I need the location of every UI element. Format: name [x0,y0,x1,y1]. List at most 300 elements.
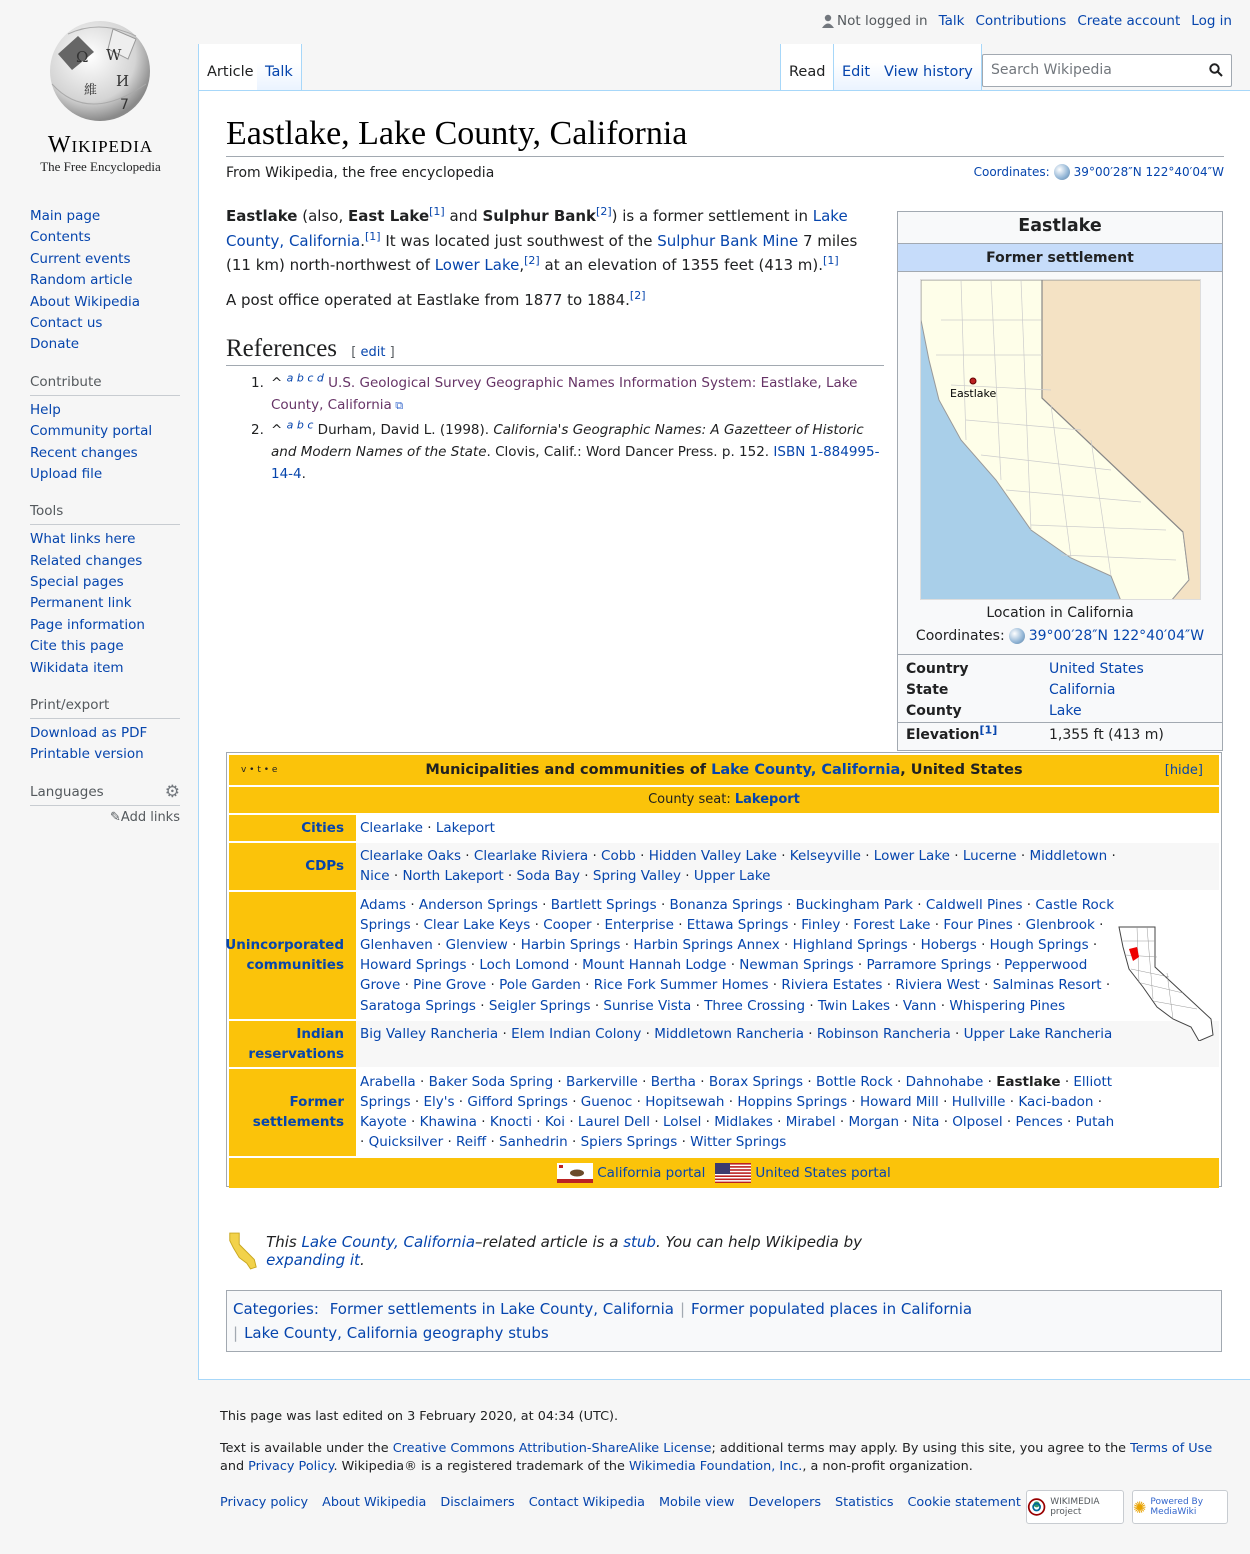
footer-link[interactable]: About Wikipedia [322,1495,427,1510]
gnis-link[interactable]: U.S. Geological Survey Geographic Names Information System: Eastlake, Lake County, California [271,375,858,413]
navbox-link[interactable]: Three Crossing [704,997,806,1014]
navbox-link[interactable]: Pine Grove [413,977,487,994]
navbox-link[interactable]: Borax Springs [708,1073,804,1090]
separator: · [635,848,649,865]
sidebar-item[interactable]: Cite this page [30,638,124,655]
navbox-link[interactable]: Highland Springs [792,937,908,954]
navbox-link[interactable]: Cobb [601,848,636,865]
separator: · [1062,1114,1076,1131]
navbox-link[interactable]: Finley [801,916,841,933]
navbox-group-label[interactable]: CDPs [229,843,356,889]
separator: · [782,896,796,913]
sidebar-item[interactable]: What links here [30,531,136,548]
us-portal-link[interactable]: United States portal [755,1164,891,1181]
separator: · [847,1094,860,1111]
navbox-link[interactable]: Four Pines [943,916,1013,933]
coords-link[interactable]: 39°00′28″N 122°40′04″W [1028,628,1205,644]
navbox-link[interactable]: Reiff [456,1134,487,1151]
navbox-link[interactable]: Howard Springs [360,957,467,974]
navbox-link[interactable]: Kayote [360,1114,407,1131]
bold-name: Eastlake [226,207,298,225]
separator: · [553,1073,567,1090]
user-status [822,13,928,29]
log-in-link[interactable]: Log in [1191,13,1232,29]
california-portal-link[interactable]: California portal [597,1164,706,1181]
navbox-link[interactable]: Hidden Valley Lake [648,848,777,865]
navbox-link[interactable]: Bartlett Springs [550,896,657,913]
navbox-link[interactable]: Mirabel [785,1114,836,1131]
navbox-list-items [360,1072,1116,1153]
tagline: The Free Encyclopedia [40,159,161,174]
navbox-link[interactable]: Riviera West [895,977,980,994]
mediawiki-badge[interactable] [1132,1490,1228,1524]
navbox-link[interactable]: Salminas Resort [992,977,1102,994]
separator: · [912,896,926,913]
tab-talk[interactable] [257,44,302,91]
footer-link[interactable]: Developers [748,1495,821,1510]
navbox-link[interactable]: Middletown Rancheria [654,1025,805,1042]
navbox-group-label[interactable]: Cities [229,815,356,841]
navbox-link[interactable]: Clearlake [360,820,423,836]
separator: · [406,1114,420,1131]
separator: · [415,1073,429,1090]
navbox-link[interactable]: Adams [360,896,407,913]
sidebar-item[interactable]: About Wikipedia [30,293,141,310]
globe-icon[interactable] [1009,628,1025,644]
separator: · [860,848,874,865]
navbox-link[interactable]: Witter Springs [690,1134,787,1151]
backlinks[interactable]: a b c [286,418,314,432]
mediawiki-logo-icon: ✺ [1133,1497,1147,1517]
navbox-group-label[interactable]: Former settlements [229,1069,356,1156]
elevation-value: 1,355 ft (413 m) [1049,727,1164,743]
navbox-link[interactable]: Arabella [360,1073,416,1090]
sidebar-item[interactable]: Related changes [30,552,143,569]
navbox-link[interactable]: Robinson Rancheria [816,1025,951,1042]
location-map[interactable] [920,279,1201,600]
coords-link[interactable]: 39°00′28″N 122°40′04″W [1073,165,1224,179]
portal-bar [229,1158,1219,1188]
navbox-link[interactable]: Hopitsewah [645,1094,725,1111]
ref-rest: . Clovis, Calif.: Word Dancer Press. p. 152. [486,444,774,460]
hide-toggle[interactable]: [hide] [1164,762,1203,778]
ref-link[interactable]: [1] [364,229,381,243]
separator: · [1016,848,1030,865]
navbox-link[interactable]: Newman Springs [739,957,854,974]
site-subtitle: From Wikipedia, the free encyclopedia [226,165,495,181]
stub-link[interactable]: stub [623,1233,656,1251]
separator: · [567,1134,581,1151]
navbox-link[interactable]: North Lakeport [402,868,504,885]
contributions-link[interactable]: Contributions [975,13,1067,29]
ref-link[interactable]: [2] [524,254,540,267]
navbox-group-label[interactable]: Indian reservations [229,1021,356,1067]
navbox-list-items [360,846,1116,886]
globe-icon [28,14,173,124]
separator: · [853,957,867,974]
tab-history-label: View history [884,64,973,80]
infobox-row [898,701,1222,723]
navbox-link[interactable]: Pences [1015,1114,1063,1131]
tab-edit-label: Edit [842,64,871,80]
reference-item [251,418,881,485]
california-portal[interactable] [557,1163,705,1183]
talk-link[interactable]: Talk [938,13,965,29]
navbox-link[interactable]: Barkerville [566,1073,638,1090]
navbox-link[interactable]: Ettawa Springs [686,916,789,933]
state-link[interactable]: California [1049,682,1116,698]
sidebar-item[interactable]: Upload file [30,465,103,482]
separator: · [1005,1094,1019,1111]
separator: · [930,916,944,933]
navbox-link[interactable]: Nita [911,1114,940,1131]
foundation-link[interactable]: Wikimedia Foundation, Inc. [628,1459,803,1474]
sidebar-item[interactable]: Main page [30,208,101,224]
sidebar-item[interactable]: Donate [30,336,80,353]
license-text [220,1440,1230,1476]
navbox-link[interactable]: Elliott Springs [360,1073,1113,1111]
separator: · [1060,1073,1074,1090]
infobox-row [898,723,1222,751]
navbox-link[interactable]: Glenbrook [1025,916,1095,933]
navbox-link[interactable]: Pepperwood Grove [360,957,1088,994]
navbox-link[interactable]: Morgan [848,1114,900,1131]
sidebar-item[interactable]: Community portal [30,423,153,440]
footer-badges [1026,1490,1228,1524]
navbox-link[interactable]: Baker Soda Spring [428,1073,554,1090]
vte-links[interactable]: v • t • e [241,765,278,775]
footer-link[interactable]: Disclaimers [440,1495,515,1510]
last-edited: This page was last edited on 3 February 2020, at 04:34 (UTC). [220,1409,619,1424]
separator: · [591,916,605,933]
separator: · [650,1114,663,1131]
nav-contribute [30,400,180,486]
gear-icon[interactable]: ⚙ [164,782,180,803]
text: at an elevation of 1355 feet (413 m). [539,256,824,274]
navbox-list [356,1021,1219,1067]
navbox-link[interactable]: Harbin Springs [520,937,621,954]
separator: · [1093,1094,1103,1111]
separator: · [432,937,446,954]
separator: · [503,868,517,885]
separator: · [936,997,950,1014]
text: A post office operated at Eastlake from 1877 to 1884. [226,291,630,309]
navbox-link[interactable]: Middletown [1029,848,1108,865]
ref-link[interactable]: [1] [429,205,445,218]
text: ) is a former settlement in [611,207,813,225]
text: , a non-profit organization. [802,1459,973,1474]
contribute-header: Contribute [30,374,180,396]
separator: · [632,1094,646,1111]
ref-author: Durham, David L. (1998). [317,422,494,438]
state-label: State [906,682,949,698]
sidebar-item[interactable]: Wikidata item [30,659,124,676]
navbox-link[interactable]: Lakeport [435,820,495,836]
backlinks[interactable]: a b c d [286,371,324,385]
separator: · [1107,848,1116,865]
footer-link[interactable]: Privacy policy [220,1495,309,1510]
navbox-link[interactable]: Howard Mill [860,1094,939,1111]
separator: · [882,977,896,994]
license-link[interactable]: Creative Commons Attribution-ShareAlike License [392,1441,712,1456]
separator: · [681,868,694,885]
separator: · [779,937,793,954]
us-flag-icon [715,1163,751,1183]
isbn-link[interactable]: ISBN [773,444,806,460]
navbox-link[interactable]: Ely's [423,1094,455,1111]
expand-link[interactable]: expanding it [266,1251,360,1269]
ref-link[interactable]: [2] [596,205,612,218]
navbox-link[interactable]: Khawina [419,1114,477,1131]
navbox-link[interactable]: Big Valley Rancheria [360,1025,499,1042]
separator: · [590,997,604,1014]
navbox-list [356,892,1219,1019]
sidebar-item[interactable]: Contents [30,229,91,246]
navbox-link[interactable]: Twin Lakes [817,997,891,1014]
sidebar-item[interactable]: Download as PDF [30,725,148,742]
separator: · [389,868,403,885]
navbox-link[interactable]: Saratoga Springs [360,997,476,1014]
navbox-link[interactable]: Dahnohabe [905,1073,984,1090]
category-link[interactable]: Former populated places in California [691,1300,973,1318]
wikimedia-badge[interactable] [1026,1490,1124,1524]
navbox-link[interactable]: Glenview [445,937,508,954]
tools-header: Tools [30,503,180,525]
text: . [301,466,306,482]
navbox-link[interactable]: Hough Springs [989,937,1089,954]
separator: · [899,1114,912,1131]
separator: · [677,1134,691,1151]
personal-tools [822,13,1232,29]
separator: · [949,848,963,865]
navbox-title [229,755,1219,785]
navbox-link[interactable]: Clearlake Riviera [473,848,589,865]
separator: · [410,1094,424,1111]
globe-icon[interactable] [1054,164,1070,180]
separator: · [776,848,790,865]
navbox-link[interactable]: Loch Lomond [479,957,570,974]
ref-link[interactable]: [1] [979,723,998,737]
separator: · [701,1114,715,1131]
ref-link[interactable]: [2] [629,289,646,302]
navbox-link[interactable]: Upper Lake Rancheria [963,1025,1113,1042]
references-title: References [226,335,338,362]
navbox-link[interactable]: Nice [360,868,390,885]
sidebar-item[interactable]: Contact us [30,314,103,331]
separator: · [569,957,583,974]
separator: · [567,1094,581,1111]
search-icon[interactable] [1209,63,1223,77]
sidebar-item[interactable]: Printable version [30,746,144,763]
navbox-link[interactable]: Whispering Pines [949,997,1066,1014]
navbox-link[interactable]: Soda Bay [516,868,580,885]
infobox-row [898,655,1222,681]
navbox-title-text [425,762,1022,778]
navbox-link[interactable]: Quicksilver [368,1134,444,1151]
separator: · [1002,1114,1016,1131]
infobox-row [898,680,1222,701]
navbox-link[interactable]: Rice Fork Summer Homes [593,977,769,994]
ref-number: 1. [251,375,264,391]
infobox-table [898,654,1222,750]
footer-link[interactable]: Cookie statement [907,1495,1021,1510]
coords-label[interactable]: Coordinates: [973,165,1050,179]
edit-section: [ edit ] [351,345,395,360]
sidebar-item[interactable]: Help [30,401,61,418]
country-link[interactable]: United States [1049,661,1144,677]
navbox-link[interactable]: Elem Indian Colony [511,1025,642,1042]
wikipedia-logo[interactable] [28,14,173,179]
infobox-title: Eastlake [1018,216,1102,236]
navbox-link[interactable]: Koi [544,1114,566,1131]
navbox-link[interactable]: Hobergs [920,937,977,954]
stub-county-link[interactable]: Lake County, California [301,1233,476,1251]
sidebar-item[interactable]: Current events [30,250,131,267]
svg-text:W: W [106,46,122,64]
title-coordinates [974,164,1224,180]
navbox-link[interactable]: Knocti [489,1114,532,1131]
navbox-link[interactable]: Spring Valley [592,868,681,885]
navbox-link[interactable]: Caldwell Pines [925,896,1023,913]
navbox-link[interactable]: Cooper [543,916,592,933]
us-portal[interactable] [715,1163,890,1183]
coords-label: Coordinates: [915,628,1005,644]
county-seat [229,787,1219,813]
mediawiki-badge-text: Powered By MediaWiki [1150,1497,1204,1517]
add-links[interactable] [30,810,180,825]
lakeport-link[interactable]: Lakeport [734,792,800,807]
isbn-number-link[interactable]: 1-884995-14-4 [271,444,880,482]
infobox-subtitle: Former settlement [898,243,1222,272]
navbox-link[interactable]: Lower Lake [873,848,950,865]
sidebar-item[interactable]: Random article [30,272,133,289]
navbox-link[interactable]: Enterprise [604,916,674,933]
navbox-link[interactable]: Guenoc [580,1094,633,1111]
navbox-link[interactable]: Harbin Springs Annex [633,937,780,954]
navbox-link[interactable]: Mount Hannah Lodge [582,957,727,974]
separator: · [537,896,551,913]
tab-edit[interactable] [834,44,879,91]
sidebar-item[interactable]: Special pages [30,574,124,591]
navbox-link[interactable]: Spiers Springs [580,1134,678,1151]
navbox-link[interactable]: Lolsel [662,1114,702,1131]
map-caption: Location in California [986,605,1134,621]
county-link[interactable]: Lake [1049,703,1082,719]
separator: · [410,916,424,933]
lower-lake-link[interactable]: Lower Lake [434,256,520,274]
navbox-link[interactable]: Upper Lake [693,868,771,885]
navbox-link[interactable]: Lucerne [962,848,1017,865]
navbox-link[interactable]: Gifford Springs [467,1094,568,1111]
ref-link[interactable]: [1] [823,254,839,267]
nav-tools [30,529,180,679]
tab-article[interactable]: Article [198,44,263,91]
navbox-link[interactable]: Seigler Springs [488,997,591,1014]
navbox-link[interactable]: Midlakes [714,1114,773,1131]
navbox-link[interactable]: Anderson Springs [418,896,538,913]
terms-link[interactable]: Terms of Use [1130,1441,1213,1456]
text: . Wikipedia® is a registered trademark of the [333,1459,629,1474]
text: ; additional terms may apply. By using this site, you agree to the [711,1441,1131,1456]
footer-link[interactable]: Mobile view [659,1495,735,1510]
navbox-groups [225,815,1219,1156]
navbox-link[interactable]: Riviera Estates [781,977,883,994]
text: and [444,207,483,225]
search-input[interactable] [982,54,1232,87]
navbox-link[interactable]: Clearlake Oaks [360,848,462,865]
lake-county-link[interactable]: Lake County, California [711,762,901,778]
separator: · [835,1114,849,1131]
tab-view-history[interactable] [876,44,982,91]
separator: · [892,1073,906,1090]
navbox-link[interactable]: Bonanza Springs [669,896,783,913]
navbox-link[interactable]: Castle Rock Springs [360,896,1115,933]
separator: · [788,916,802,933]
category-link[interactable]: Former settlements in Lake County, California [329,1300,674,1318]
navbox-link[interactable]: Kelseyville [789,848,861,865]
navbox-link[interactable]: Sanhedrin [499,1134,568,1151]
navbox-link[interactable]: Bottle Rock [815,1073,893,1090]
navbox-link[interactable]: Sunrise Vista [603,997,692,1014]
sidebar-item[interactable]: Recent changes [30,444,138,461]
create-account-link[interactable]: Create account [1077,13,1181,29]
categories-label[interactable]: Categories: [233,1300,319,1318]
sidebar [30,206,180,825]
separator: · [938,1094,952,1111]
navbox-link[interactable]: Pole Garden [499,977,581,994]
navbox-list-items [360,818,1116,838]
navbox-row [229,1069,1219,1156]
tab-talk-label: Talk [265,64,293,80]
nav-print [30,723,180,766]
text: (also, [297,207,348,225]
separator: · [507,937,521,954]
navbox [226,752,1222,1187]
navbox-link[interactable]: Buckingham Park [795,896,913,913]
privacy-policy-link[interactable]: Privacy Policy [248,1459,334,1474]
elevation-label: Elevation [906,727,980,743]
footer-link[interactable]: Statistics [835,1495,894,1510]
navbox-link[interactable]: Olposel [952,1114,1003,1131]
separator: · [580,977,594,994]
navbox-link[interactable]: Forest Lake [853,916,931,933]
text: and [220,1459,249,1474]
divider: | [233,1324,239,1342]
navbox-link[interactable]: Kaci-badon [1018,1094,1094,1111]
navbox-link[interactable]: Parramore Springs [866,957,992,974]
mine-link[interactable]: Sulphur Bank Mine [657,231,799,250]
county-link[interactable]: Lake County, California [226,207,848,250]
navbox-link[interactable]: Laurel Dell [577,1114,651,1131]
sidebar-item[interactable]: Permanent link [30,595,132,612]
category-link[interactable]: Lake County, California geography stubs [244,1324,549,1342]
separator: · [498,1025,512,1042]
navbox-link[interactable]: Hullville [951,1094,1006,1111]
navbox-link[interactable]: Glenhaven [360,937,433,954]
navbox-link[interactable]: Putah [1075,1114,1115,1131]
navbox-group-label[interactable]: Unincorporated communities [229,892,356,1019]
edit-section-link[interactable]: edit [360,345,386,360]
separator: · [637,1073,651,1090]
tab-read[interactable]: Read [780,44,834,91]
footer-link[interactable]: Contact Wikipedia [528,1495,645,1510]
separator: · [486,1134,500,1151]
navbox-link[interactable]: Bertha [650,1073,696,1090]
sidebar-item[interactable]: Page information [30,616,145,633]
navbox-link[interactable]: Vann [902,997,937,1014]
navbox-link[interactable]: Hoppins Springs [737,1094,848,1111]
navbox-link[interactable]: Clear Lake Keys [423,916,531,933]
